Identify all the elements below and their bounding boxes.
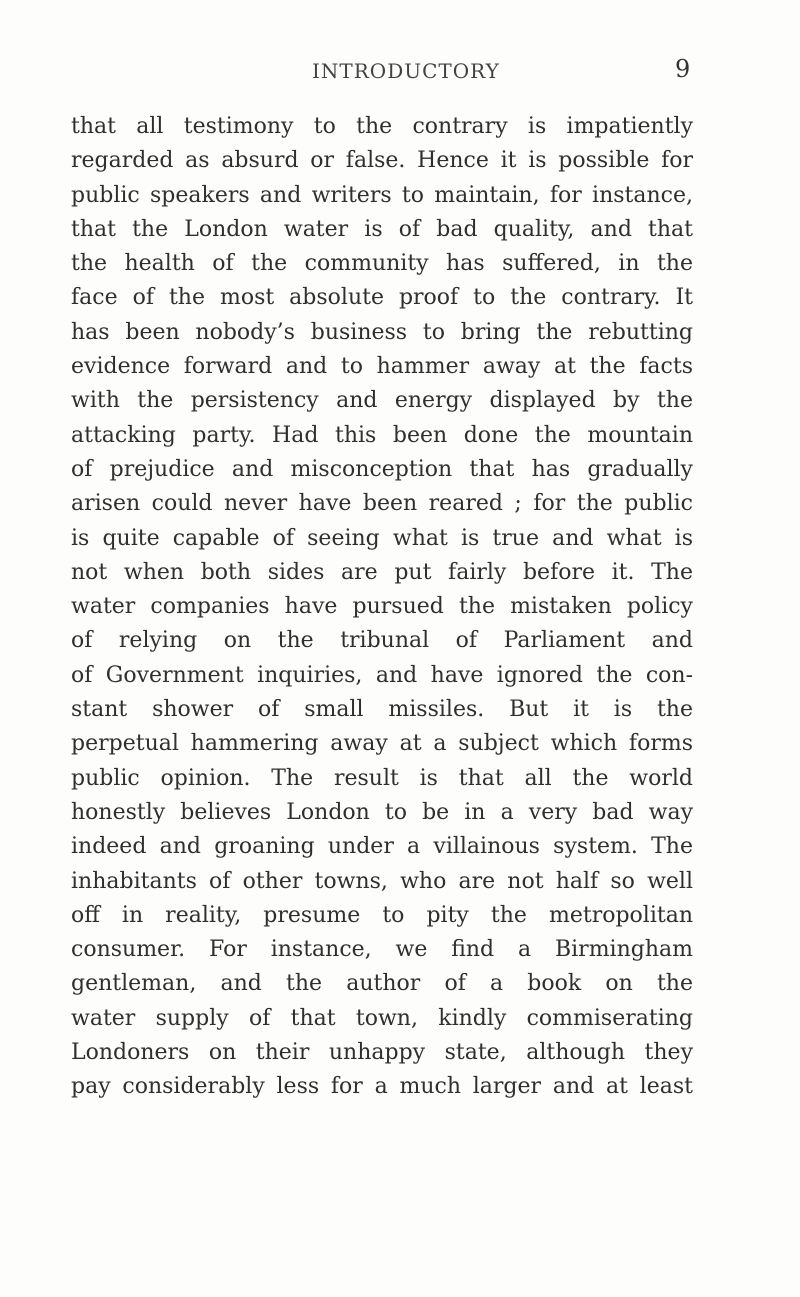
text-line: is quite capable of seeing what is true and what is — [71, 525, 693, 551]
text-line: with the persistency and energy displayed by the — [71, 388, 693, 414]
text-line: has been nobody’s business to bring the rebutting — [71, 319, 693, 345]
text-line: inhabitants of other towns, who are not half so well — [71, 868, 693, 894]
text-line: indeed and groaning under a villainous system. The — [71, 834, 693, 860]
text-line: honestly believes London to be in a very bad way — [71, 799, 693, 825]
text-line: regarded as absurd or false. Hence it is possible for — [71, 148, 693, 174]
text-line: perpetual hammering away at a subject which forms — [71, 731, 693, 757]
text-line: attacking party. Had this been done the mountain — [71, 422, 693, 448]
text-line: Londoners on their unhappy state, although they — [71, 1040, 693, 1066]
text-line: not when both sides are put fairly before it. The — [71, 559, 693, 585]
text-line: of Government inquiries, and have ignored the con- — [71, 662, 693, 688]
text-line: the health of the community has suffered, in the — [71, 251, 693, 277]
text-line: arisen could never have been reared ; for the public — [71, 491, 693, 517]
text-line: pay considerably less for a much larger and at least — [71, 1074, 693, 1100]
text-line: of relying on the tribunal of Parliament and — [71, 628, 693, 654]
text-line: public speakers and writers to maintain, for instance, — [71, 182, 693, 208]
text-line: that the London water is of bad quality, and that — [71, 216, 693, 242]
text-line: consumer. For instance, we find a Birmingham — [71, 937, 693, 963]
body-paragraph — [71, 110, 693, 1105]
text-line: water supply of that town, kindly commiserating — [71, 1005, 693, 1031]
text-line: gentleman, and the author of a book on the — [71, 971, 693, 997]
text-line: water companies have pursued the mistaken policy — [71, 594, 693, 620]
text-line: stant shower of small missiles. But it is the — [71, 697, 693, 723]
text-line: that all testimony to the contrary is impatiently — [71, 114, 693, 139]
text-line: off in reality, presume to pity the metropolitan — [71, 902, 693, 928]
page-number: 9 — [675, 55, 691, 83]
text-line: evidence forward and to hammer away at the facts — [71, 354, 693, 380]
text-line: of prejudice and misconception that has gradually — [71, 456, 693, 482]
text-line: face of the most absolute proof to the contrary. It — [71, 285, 693, 311]
text-line: public opinion. The result is that all the world — [71, 765, 693, 791]
running-head-title: INTRODUCTORY — [312, 59, 500, 83]
